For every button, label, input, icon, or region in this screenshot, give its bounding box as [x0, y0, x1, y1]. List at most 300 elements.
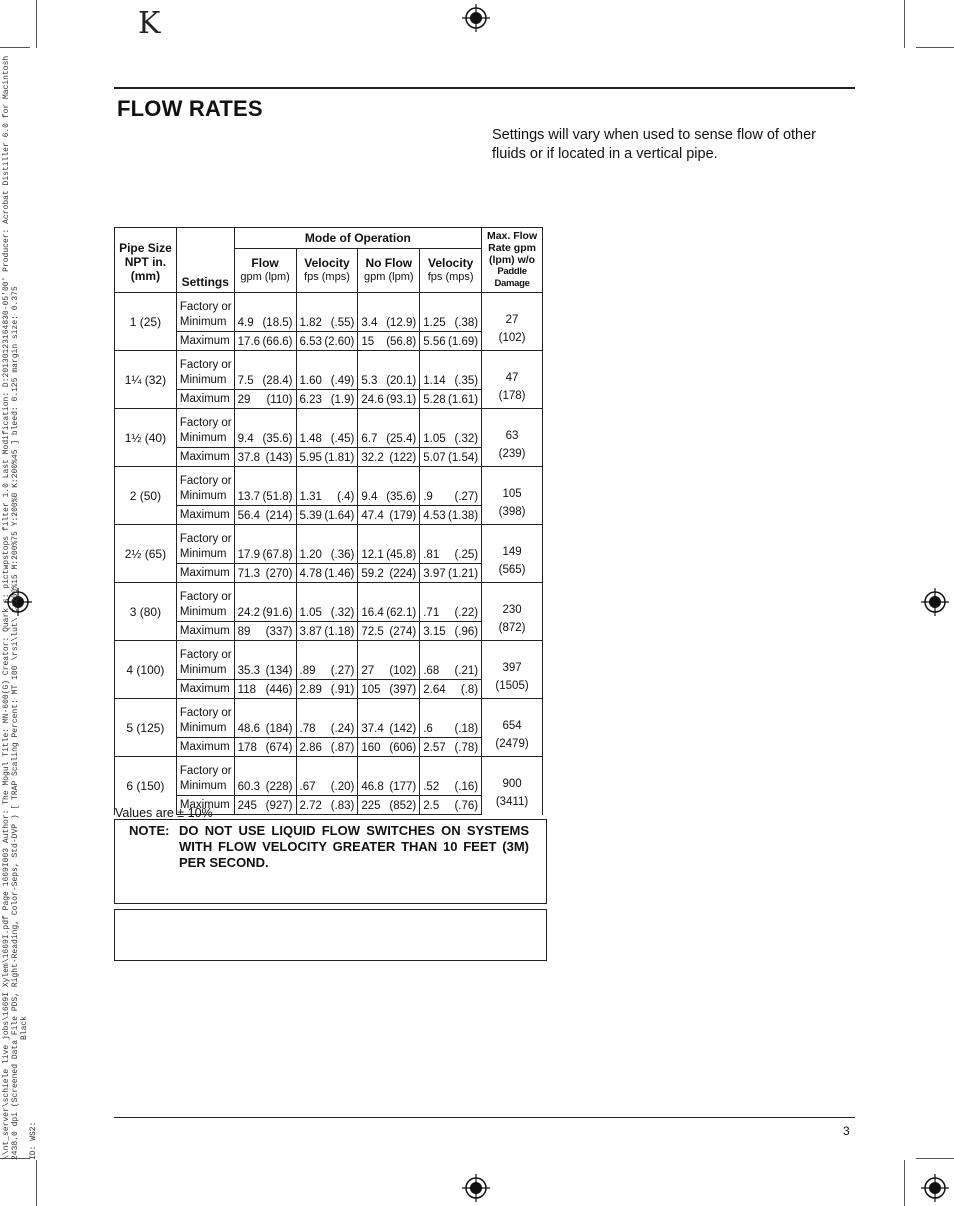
value-metric: (927) [265, 800, 293, 812]
value-metric: (.24) [330, 723, 355, 735]
value-primary: 2.57 [423, 742, 446, 754]
max-flow-lpm: (239) [498, 447, 526, 460]
value-metric: (45.8) [386, 549, 417, 561]
value-cell [234, 390, 296, 409]
pipe-size-cell: 2½ (65) [115, 525, 177, 583]
value-primary: 245 [237, 800, 257, 812]
registration-mark-icon [462, 1174, 490, 1202]
max-flow-cell [482, 583, 543, 641]
setting-cell: Factory or Minimum [176, 583, 234, 622]
value-metric: (.91) [330, 684, 355, 696]
setting-cell: Maximum [176, 448, 234, 467]
value-cell [234, 448, 296, 467]
value-primary: 1.20 [299, 549, 322, 561]
value-cell [420, 332, 482, 351]
value-primary: .68 [423, 665, 440, 677]
value-primary: .67 [299, 781, 316, 793]
value-metric: (274) [389, 626, 417, 638]
print-slug-line: 2438.0 dpi (Screened Data File PDS, Right-Reading, Color-Seps, Std-DVP ) [ TRAP Scaling Percent: MT 100 \rsi\lut\ C:200%15 M:200%75 Y:200%0 K:200%45 ] bleed: 0.125 margin size: 0.375 [11, 286, 20, 1160]
value-cell [234, 506, 296, 525]
value-cell [358, 332, 420, 351]
value-metric: (184) [265, 723, 293, 735]
value-primary: 37.4 [361, 723, 384, 735]
value-cell [358, 525, 420, 564]
value-primary: .89 [299, 665, 316, 677]
table-row [115, 641, 543, 680]
pipe-size-cell: 6 (150) [115, 757, 177, 815]
value-primary: 47.4 [361, 510, 384, 522]
value-cell [296, 332, 358, 351]
table-row [115, 293, 543, 332]
value-metric: (.22) [454, 607, 479, 619]
value-primary: 4.78 [299, 568, 322, 580]
value-metric: (.78) [454, 742, 479, 754]
value-primary: 2.64 [423, 684, 446, 696]
print-slug-line: \\nt_server\schiele live jobs\1669I Xylem\1669I.pdf Page 1669I003 Author: The Mogul Title: MN-600(G) Creator: Quark s: pictwpstops filter 1.0 Last Modification: D:20130123164830-05'00' Producer: Acrobat Distiller 6.0 for Macintosh [2, 55, 11, 1160]
note-text: DO NOT USE LIQUID FLOW SWITCHES ON SYSTEMS WITH FLOW VELOCITY GREATER THAN 10 FEET (3M) PER SECOND. [179, 823, 529, 870]
value-cell [234, 680, 296, 699]
max-flow-lpm: (1505) [495, 679, 529, 692]
header-flow [234, 248, 296, 292]
value-metric: (93.1) [386, 394, 417, 406]
value-primary: 46.8 [361, 781, 384, 793]
value-cell [420, 699, 482, 738]
value-metric: (1.21) [448, 568, 479, 580]
value-cell [420, 738, 482, 757]
value-metric: (.18) [454, 723, 479, 735]
setting-cell: Maximum [176, 738, 234, 757]
top-rule [114, 87, 855, 89]
setting-cell: Maximum [176, 332, 234, 351]
value-metric: (.83) [330, 800, 355, 812]
value-cell [420, 467, 482, 506]
setting-cell: Factory or Minimum [176, 351, 234, 390]
max-flow-cell [482, 757, 543, 815]
value-primary: .52 [423, 781, 440, 793]
pipe-size-cell: 4 (100) [115, 641, 177, 699]
value-primary: 1.05 [299, 607, 322, 619]
value-metric: (397) [389, 684, 417, 696]
value-metric: (56.8) [386, 336, 417, 348]
value-primary: 56.4 [237, 510, 261, 522]
value-primary: 5.95 [299, 452, 322, 464]
blank-box [114, 909, 547, 961]
value-cell [420, 351, 482, 390]
max-flow-gpm: 63 [505, 429, 519, 442]
header-velocity [296, 248, 358, 292]
value-cell [358, 506, 420, 525]
value-cell [420, 796, 482, 815]
value-cell [234, 525, 296, 564]
max-flow-lpm: (398) [498, 505, 526, 518]
value-cell [420, 564, 482, 583]
value-primary: 225 [361, 800, 381, 812]
value-metric: (1.38) [448, 510, 479, 522]
value-cell [420, 583, 482, 622]
value-cell [296, 467, 358, 506]
table-row [115, 583, 543, 622]
max-flow-lpm: (102) [498, 331, 526, 344]
value-primary: 1.60 [299, 375, 322, 387]
value-cell [296, 583, 358, 622]
header-mode-of-operation: Mode of Operation [234, 228, 481, 249]
value-primary: 3.4 [361, 317, 378, 329]
value-primary: 17.9 [237, 549, 261, 561]
pipe-size-cell: 1¼ (32) [115, 351, 177, 409]
setting-cell: Maximum [176, 622, 234, 641]
value-cell [234, 467, 296, 506]
value-metric: (177) [389, 781, 417, 793]
max-flow-cell [482, 641, 543, 699]
value-primary: 4.53 [423, 510, 446, 522]
max-flow-gpm: 654 [502, 719, 522, 732]
value-metric: (35.6) [386, 491, 417, 503]
value-cell [234, 699, 296, 738]
value-cell [358, 796, 420, 815]
value-metric: (.27) [454, 491, 479, 503]
header-pipe-size: Pipe Size NPT in. (mm) [115, 228, 177, 293]
pipe-size-cell: 1 (25) [115, 293, 177, 351]
setting-cell: Factory or Minimum [176, 293, 234, 332]
value-metric: (102) [389, 665, 417, 677]
max-flow-cell [482, 525, 543, 583]
value-cell [358, 467, 420, 506]
value-metric: (606) [389, 742, 417, 754]
value-primary: 35.3 [237, 665, 261, 677]
value-primary: 2.86 [299, 742, 322, 754]
table-row [115, 622, 543, 641]
value-primary: 29 [237, 394, 251, 406]
value-cell [420, 448, 482, 467]
header-no-flow-units: gpm (lpm) [364, 271, 414, 284]
header-velocity [420, 248, 482, 292]
value-cell [296, 641, 358, 680]
setting-cell: Factory or Minimum [176, 525, 234, 564]
header-velocity-label: Velocity [304, 256, 350, 271]
value-cell [358, 641, 420, 680]
value-metric: (.16) [454, 781, 479, 793]
registration-mark-icon [462, 4, 490, 32]
value-cell [234, 409, 296, 448]
value-cell [358, 622, 420, 641]
header-velocity-units: fps (mps) [304, 271, 350, 284]
value-cell [358, 351, 420, 390]
value-metric: (.21) [454, 665, 479, 677]
value-cell [234, 738, 296, 757]
registration-mark-icon [921, 588, 949, 616]
value-primary: 72.5 [361, 626, 384, 638]
value-cell [420, 506, 482, 525]
print-slug-line: ID: WS2: [29, 1121, 38, 1160]
value-metric: (25.4) [386, 433, 417, 445]
value-metric: (1.81) [324, 452, 355, 464]
table-row [115, 738, 543, 757]
value-metric: (134) [265, 665, 293, 677]
bottom-rule [114, 1117, 855, 1118]
value-cell [420, 409, 482, 448]
value-metric: (1.69) [448, 336, 479, 348]
setting-cell: Maximum [176, 564, 234, 583]
table-row [115, 448, 543, 467]
value-metric: (1.54) [448, 452, 479, 464]
value-cell [358, 390, 420, 409]
value-metric: (.32) [330, 607, 355, 619]
value-metric: (110) [266, 394, 293, 406]
table-row [115, 390, 543, 409]
crop-mark [904, 0, 905, 48]
value-primary: 48.6 [237, 723, 261, 735]
value-cell [358, 409, 420, 448]
value-primary: 16.4 [361, 607, 384, 619]
intro-text: Settings will vary when used to sense flow of other fluids or if located in a vertical pipe. [492, 127, 816, 162]
value-cell [234, 564, 296, 583]
tolerance-note: Values are ± 10% [115, 806, 213, 820]
value-cell [296, 564, 358, 583]
value-metric: (1.64) [324, 510, 355, 522]
max-flow-lpm: (565) [498, 563, 526, 576]
value-primary: 15 [361, 336, 375, 348]
value-cell [296, 622, 358, 641]
value-primary: 160 [361, 742, 381, 754]
value-metric: (.8) [460, 684, 479, 696]
value-primary: 1.05 [423, 433, 446, 445]
value-primary: 1.25 [423, 317, 446, 329]
value-metric: (51.8) [262, 491, 293, 503]
registration-mark-icon [921, 1174, 949, 1202]
max-flow-gpm: 230 [502, 603, 522, 616]
value-metric: (852) [389, 800, 417, 812]
value-primary: .6 [423, 723, 433, 735]
value-metric: (270) [265, 568, 293, 580]
page-number: 3 [843, 1124, 850, 1138]
print-slug-line: Black [20, 1015, 29, 1040]
header-no-flow [358, 248, 420, 292]
value-metric: (.49) [330, 375, 355, 387]
value-cell [420, 293, 482, 332]
setting-cell: Maximum [176, 390, 234, 409]
value-primary: 2.72 [299, 800, 322, 812]
max-flow-cell [482, 351, 543, 409]
value-cell [296, 738, 358, 757]
value-primary: 6.7 [361, 433, 378, 445]
value-primary: 1.82 [299, 317, 322, 329]
value-metric: (674) [265, 742, 293, 754]
value-cell [234, 796, 296, 815]
value-cell [296, 506, 358, 525]
value-metric: (20.1) [386, 375, 417, 387]
value-primary: 9.4 [237, 433, 254, 445]
value-cell [234, 641, 296, 680]
header-max-flow [482, 228, 543, 293]
max-flow-gpm: 105 [502, 487, 522, 500]
value-primary: 3.87 [299, 626, 322, 638]
value-metric: (179) [389, 510, 417, 522]
value-cell [420, 622, 482, 641]
value-metric: (66.6) [262, 336, 293, 348]
value-metric: (.20) [330, 781, 355, 793]
value-cell [296, 409, 358, 448]
value-primary: .78 [299, 723, 316, 735]
value-cell [358, 564, 420, 583]
value-metric: (1.46) [324, 568, 355, 580]
max-flow-lpm: (178) [498, 389, 526, 402]
value-cell [358, 583, 420, 622]
table-body [115, 293, 543, 815]
max-flow-gpm: 27 [505, 313, 519, 326]
value-primary: 1.31 [299, 491, 322, 503]
value-metric: (.25) [454, 549, 479, 561]
value-primary: 71.3 [237, 568, 261, 580]
flow-rates-table [114, 227, 543, 815]
value-primary: 3.97 [423, 568, 446, 580]
value-metric: (.87) [330, 742, 355, 754]
value-cell [234, 332, 296, 351]
value-metric: (12.9) [386, 317, 417, 329]
setting-cell: Factory or Minimum [176, 699, 234, 738]
value-metric: (224) [389, 568, 417, 580]
value-primary: 32.2 [361, 452, 384, 464]
value-metric: (.55) [330, 317, 355, 329]
value-metric: (.36) [330, 549, 355, 561]
value-metric: (143) [265, 452, 293, 464]
max-flow-gpm: 149 [502, 545, 522, 558]
crop-mark [0, 47, 30, 48]
value-cell [296, 680, 358, 699]
value-metric: (.45) [330, 433, 355, 445]
value-primary: 9.4 [361, 491, 378, 503]
value-primary: 59.2 [361, 568, 384, 580]
value-metric: (337) [265, 626, 293, 638]
pipe-size-cell: 2 (50) [115, 467, 177, 525]
value-primary: 5.56 [423, 336, 446, 348]
value-primary: 1.14 [423, 375, 446, 387]
value-metric: (91.6) [262, 607, 293, 619]
value-metric: (214) [265, 510, 293, 522]
section-letter: K [138, 6, 161, 41]
value-cell [296, 757, 358, 796]
header-max-flow-sub: Paddle Damage [494, 266, 530, 289]
value-metric: (.96) [454, 626, 479, 638]
max-flow-lpm: (2479) [495, 737, 529, 750]
pipe-size-cell: 5 (125) [115, 699, 177, 757]
header-flow-label: Flow [251, 256, 279, 271]
value-metric: (.27) [330, 665, 355, 677]
value-metric: (1.61) [448, 394, 479, 406]
value-metric: (2.60) [324, 336, 355, 348]
value-cell [296, 390, 358, 409]
value-primary: 178 [237, 742, 257, 754]
value-cell [420, 525, 482, 564]
value-metric: (35.6) [262, 433, 293, 445]
value-metric: (28.4) [262, 375, 293, 387]
value-primary: .71 [423, 607, 440, 619]
value-cell [358, 293, 420, 332]
header-velocity-units: fps (mps) [427, 271, 474, 284]
value-primary: 2.5 [423, 800, 440, 812]
value-cell [296, 448, 358, 467]
table-row [115, 332, 543, 351]
value-metric: (1.18) [324, 626, 355, 638]
value-primary: 118 [237, 684, 256, 696]
setting-cell: Factory or Minimum [176, 757, 234, 796]
value-cell [420, 680, 482, 699]
value-metric: (122) [389, 452, 417, 464]
pipe-size-cell: 1½ (40) [115, 409, 177, 467]
setting-cell: Maximum [176, 680, 234, 699]
value-primary: 7.5 [237, 375, 254, 387]
value-metric: (228) [265, 781, 293, 793]
header-settings: Settings [176, 228, 234, 293]
table-row [115, 351, 543, 390]
pipe-size-cell: 3 (80) [115, 583, 177, 641]
value-primary: 27 [361, 665, 375, 677]
value-primary: 6.23 [299, 394, 322, 406]
value-primary: 3.15 [423, 626, 446, 638]
value-cell [358, 699, 420, 738]
value-metric: (67.8) [262, 549, 293, 561]
value-metric: (.38) [454, 317, 479, 329]
setting-cell: Maximum [176, 506, 234, 525]
table-row [115, 564, 543, 583]
value-metric: (.76) [454, 800, 479, 812]
value-primary: 5.07 [423, 452, 446, 464]
crop-mark [36, 0, 37, 48]
header-velocity-label: Velocity [427, 256, 474, 271]
table-row [115, 699, 543, 738]
value-primary: 6.53 [299, 336, 322, 348]
value-metric: (.32) [454, 433, 479, 445]
header-flow-units: gpm (lpm) [240, 271, 290, 284]
value-primary: 12.1 [361, 549, 384, 561]
value-cell [358, 448, 420, 467]
value-cell [234, 351, 296, 390]
setting-cell: Factory or Minimum [176, 641, 234, 680]
value-cell [420, 641, 482, 680]
value-cell [296, 525, 358, 564]
value-cell [234, 622, 296, 641]
crop-mark [916, 1158, 954, 1159]
value-metric: (62.1) [386, 607, 417, 619]
value-primary: 89 [237, 626, 251, 638]
crop-mark [916, 47, 954, 48]
page-title: FLOW RATES [117, 96, 263, 121]
note-label: NOTE: [129, 823, 170, 838]
value-cell [296, 293, 358, 332]
value-metric: (.4) [337, 491, 355, 503]
max-flow-cell [482, 409, 543, 467]
value-cell [358, 680, 420, 699]
setting-cell: Maximum [176, 796, 234, 815]
max-flow-cell [482, 699, 543, 757]
crop-mark [36, 1160, 37, 1206]
value-primary: 24.6 [361, 394, 384, 406]
value-cell [358, 757, 420, 796]
max-flow-gpm: 397 [502, 661, 522, 674]
value-cell [296, 699, 358, 738]
table-row [115, 506, 543, 525]
value-primary: 13.7 [237, 491, 261, 503]
table-row [115, 757, 543, 796]
value-primary: 2.89 [299, 684, 322, 696]
table-row [115, 409, 543, 448]
value-cell [358, 738, 420, 757]
value-primary: 5.39 [299, 510, 322, 522]
value-primary: 5.28 [423, 394, 446, 406]
value-primary: 5.3 [361, 375, 378, 387]
table-row [115, 467, 543, 506]
value-metric: (142) [389, 723, 417, 735]
table-row [115, 680, 543, 699]
